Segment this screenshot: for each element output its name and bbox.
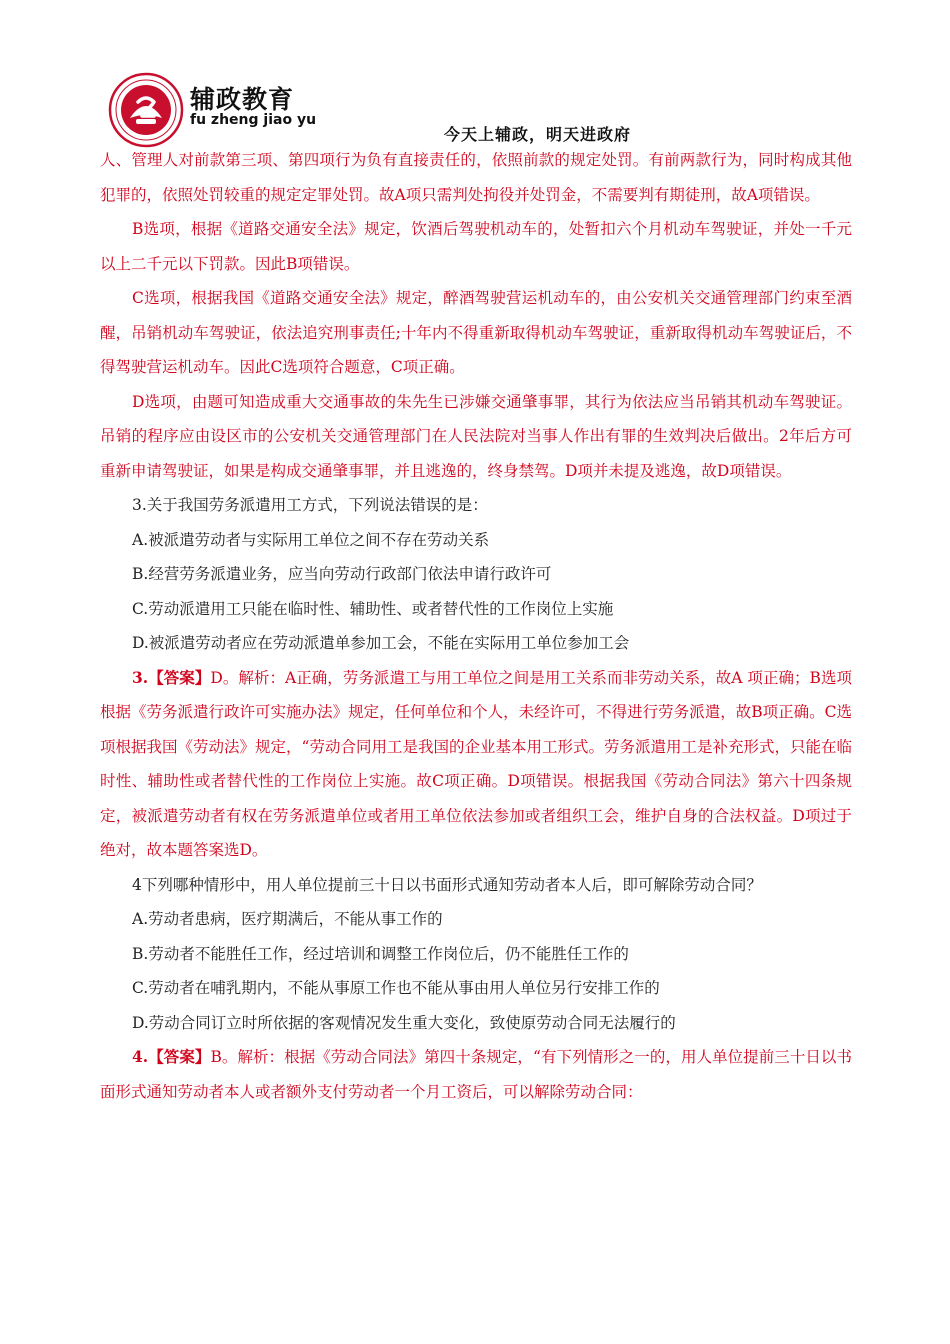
question-3-answer-text: D。解析：A正确，劳务派遣工与用工单位之间是用工关系而非劳动关系，故A 项正确；B选项根据《劳务派遣行政许可实施办法》规定，任何单位和个人，未经许可，不得进行劳务派遣，故B项正确。C选项根据我国《劳动法》规定，“劳动合同用工是我国的企业基本用工形式。劳务派遣用工是补充形式，只能在临时性、辅助性或者替代性的工作岗位上实施。故C项正确。D项错误。根据我国《劳动合同法》第六十四条规定，被派遣劳动者有权在劳务派遣单位或者用工单位依法参加或者组织工会，维护自身的合法权益。D项过于绝对，故本题答案选D。 bbox=[100, 668, 852, 859]
question-4-option-d: D.劳动合同订立时所依据的客观情况发生重大变化，致使原劳动合同无法履行的 bbox=[132, 1013, 676, 1032]
question-3-option-c: C.劳动派遣用工只能在临时性、辅助性、或者替代性的工作岗位上实施 bbox=[132, 599, 614, 618]
question-4-option-b: B.劳动者不能胜任工作，经过培训和调整工作岗位后，仍不能胜任工作的 bbox=[132, 944, 629, 963]
question-3-option-d: D.被派遣劳动者应在劳动派遣单参加工会，不能在实际用工单位参加工会 bbox=[132, 634, 630, 652]
question-3-option-a: A.被派遣劳动者与实际用工单位之间不存在劳动关系 bbox=[132, 530, 490, 549]
explanation-paragraph-b: B选项，根据《道路交通安全法》规定，饮酒后驾驶机动车的，处暂扣六个月机动车驾驶证，并处一千元以上二千元以下罚款。因此B项错误。 bbox=[100, 220, 852, 273]
question-4-stem: 4下列哪种情形中，用人单位提前三十日以书面形式通知劳动者本人后，即可解除劳动合同？ bbox=[132, 875, 762, 894]
question-4-option-c: C.劳动者在哺乳期内，不能从事原工作也不能从事由用人单位另行安排工作的 bbox=[132, 979, 660, 997]
question-4-answer-label: 4.【答案】 bbox=[132, 1047, 211, 1066]
page-header bbox=[0, 0, 950, 145]
explanation-paragraph-d: D选项，由题可知造成重大交通事故的朱先生已涉嫌交通肇事罪，其行为依法应当吊销其机动车驾驶证。吊销的程序应由设区市的公安机关交通管理部门在人民法院对当事人作出有罪的生效判决后做出。2年后方可重新申请驾驶证，如果是构成交通肇事罪，并且逃逸的，终身禁驾。D项并未提及逃逸，故D项错误。 bbox=[100, 392, 852, 480]
question-4-answer-text: B。解析：根据《劳动合同法》第四十条规定，“有下列情形之一的，用人单位提前三十日以书面形式通知劳动者本人或者额外支付劳动者一个月工资后，可以解除劳动合同： bbox=[100, 1048, 852, 1101]
brand-name-chinese: 辅政教育 bbox=[190, 85, 295, 114]
brand-slogan: 今天上辅政，明天进政府 bbox=[444, 125, 632, 144]
question-4-answer bbox=[100, 1040, 852, 1109]
explanation-paragraph-c: C选项，根据我国《道路交通安全法》规定，醉酒驾驶营运机动车的，由公安机关交通管理部门约束至酒醒，吊销机动车驾驶证，依法追究刑事责任;十年内不得重新取得机动车驾驶证，重新取得机动车驾驶证后，不得驾驶营运机动车。因此C选项符合题意，C项正确。 bbox=[100, 289, 852, 376]
document-body bbox=[100, 143, 852, 1109]
question-3-answer-label: 3.【答案】 bbox=[132, 667, 211, 687]
question-3-stem: 3.关于我国劳务派遣用工方式，下列说法错误的是： bbox=[132, 496, 488, 514]
question-3-answer bbox=[100, 661, 852, 868]
question-3-option-b: B.经营劳务派遣业务，应当向劳动行政部门依法申请行政许可 bbox=[132, 565, 552, 583]
question-4-option-a: A.劳动者患病，医疗期满后，不能从事工作的 bbox=[132, 910, 443, 928]
fuzheng-seal-logo-icon bbox=[108, 72, 184, 148]
explanation-paragraph-a: 人、管理人对前款第三项、第四项行为负有直接责任的，依照前款的规定处罚。有前两款行为，同时构成其他犯罪的，依照处罚较重的规定定罪处罚。故A项只需判处拘役并处罚金，不需要判有期徒刑，故A项错误。 bbox=[100, 151, 852, 204]
brand-name-pinyin: fu zheng jiao yu bbox=[190, 112, 317, 128]
